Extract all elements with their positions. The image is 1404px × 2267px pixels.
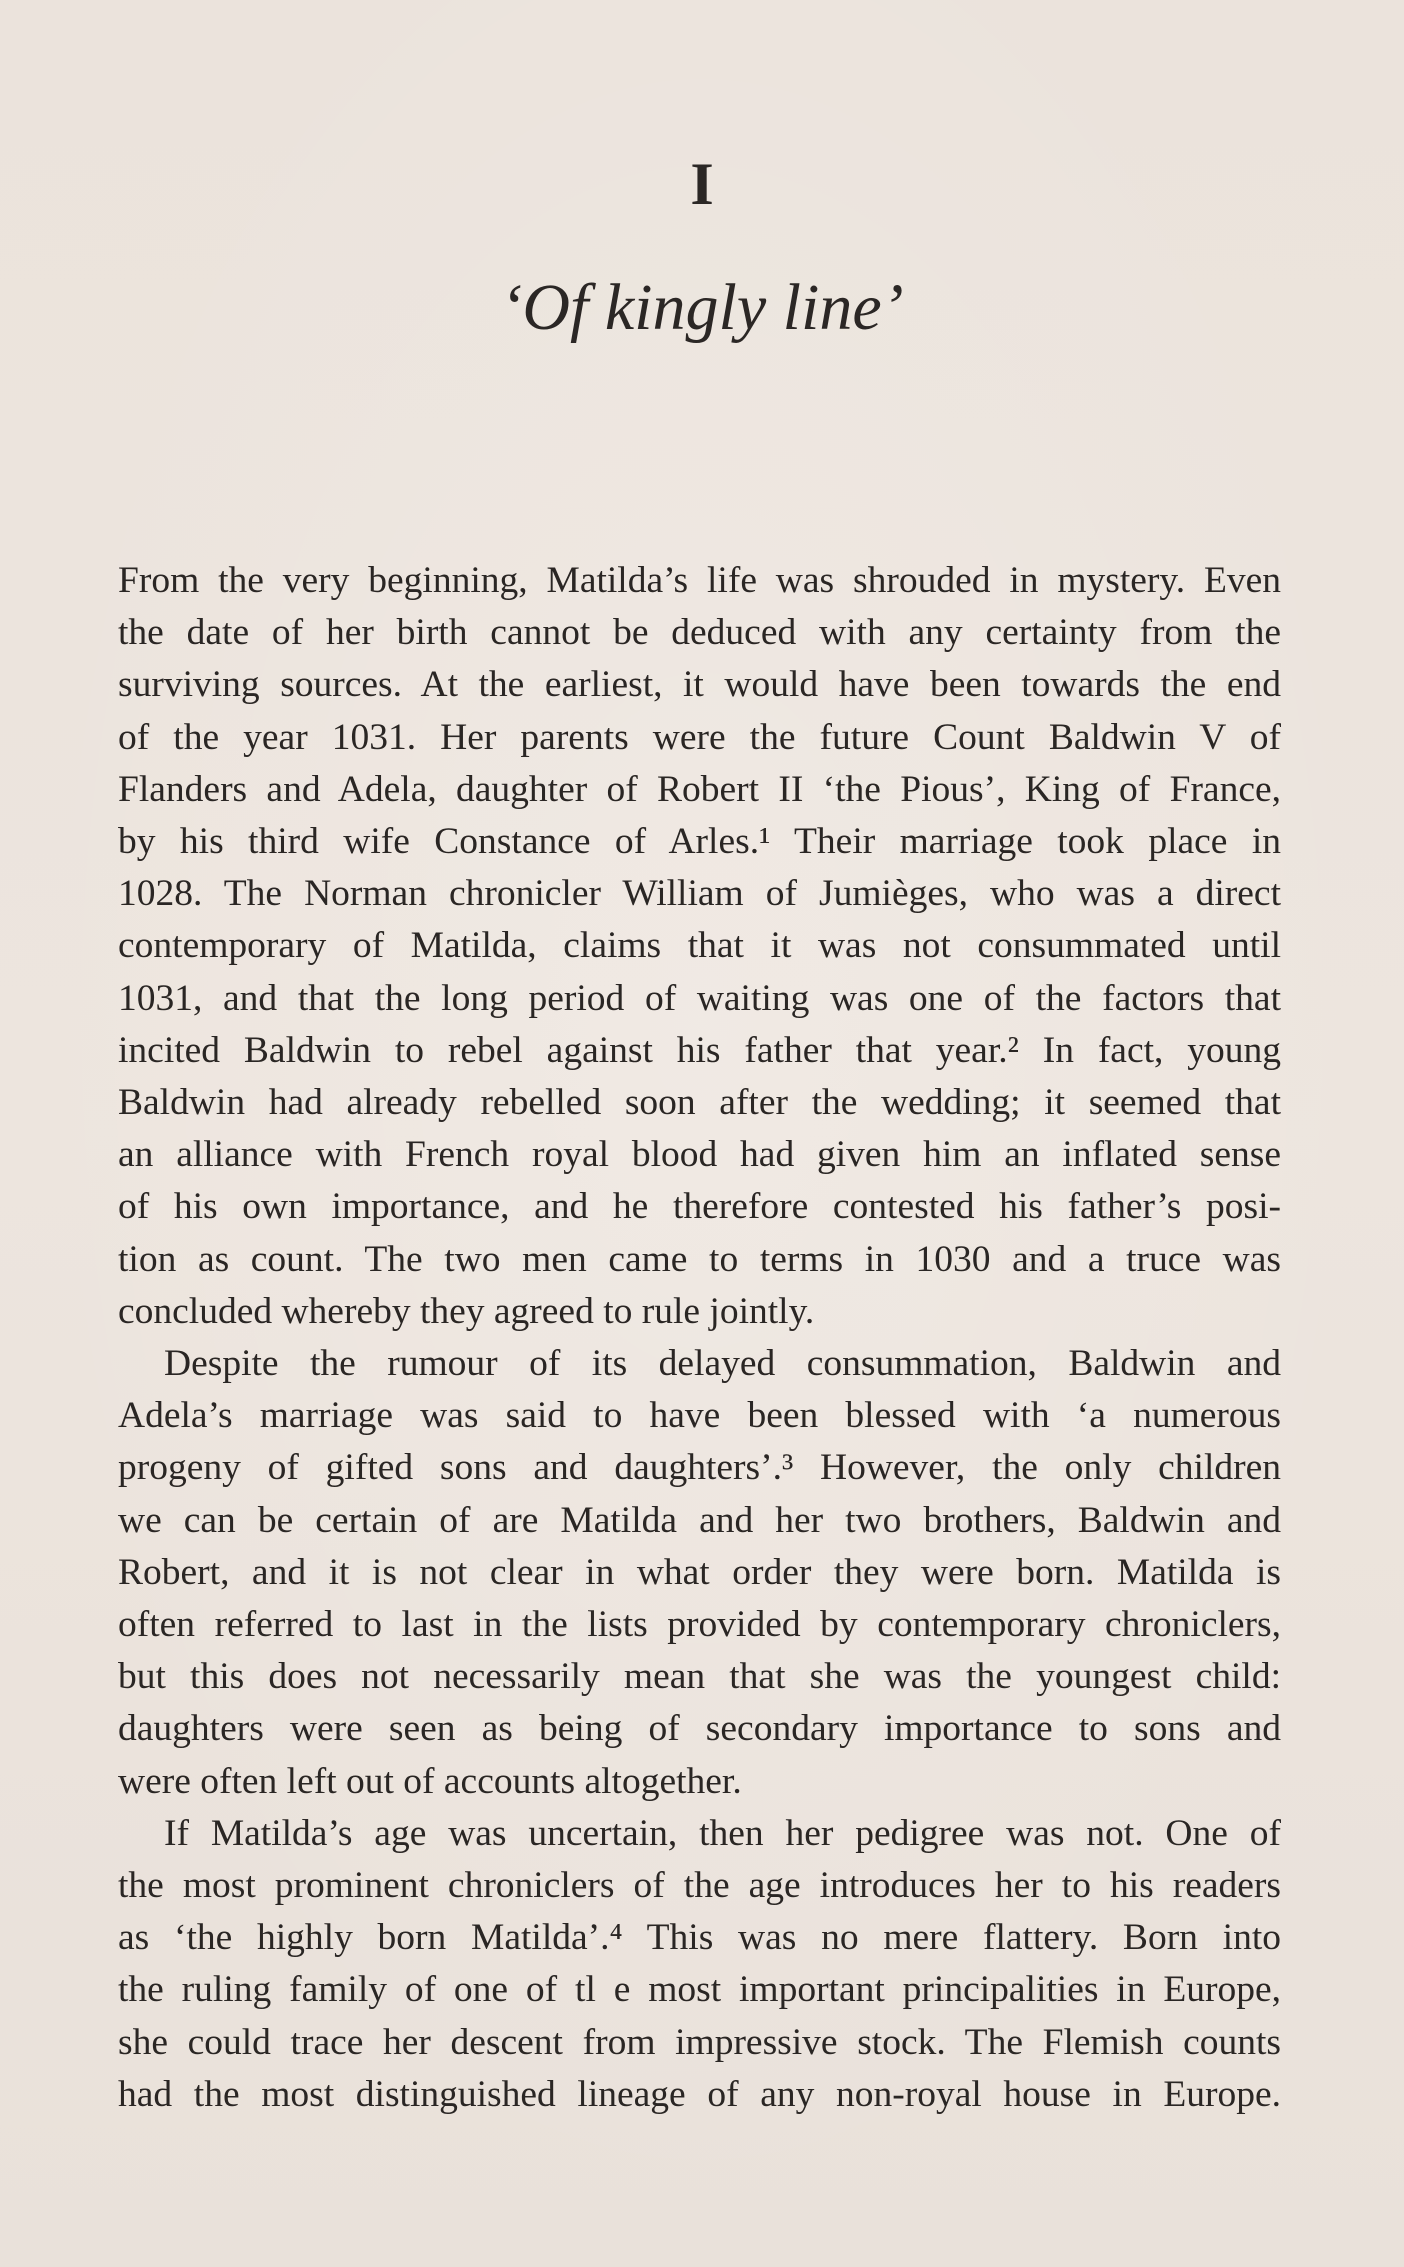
text-line: we can be certain of are Matilda and her two brothers, Baldwin and	[118, 1499, 1281, 1541]
text-line: incited Baldwin to rebel against his father that year.² In fact, young	[118, 1029, 1281, 1071]
text-line: progeny of gifted sons and daughters’.³ However, the only children	[118, 1447, 1281, 1489]
paragraph-2	[118, 1338, 1281, 1808]
text-line: of the year 1031. Her parents were the future Count Baldwin V of	[118, 716, 1281, 758]
text-line: of his own importance, and he therefore contested his father’s posi-	[118, 1186, 1281, 1228]
text-line: If Matilda’s age was uncertain, then her pedigree was not. One of	[164, 1812, 1281, 1854]
text-line: Baldwin had already rebelled soon after the wedding; it seemed that	[118, 1082, 1281, 1124]
text-line: 1028. The Norman chronicler William of Jumièges, who was a direct	[118, 873, 1281, 915]
text-line: but this does not necessarily mean that she was the youngest child:	[118, 1656, 1281, 1698]
text-line: the most prominent chroniclers of the age introduces her to his readers	[118, 1865, 1281, 1907]
text-line: had the most distinguished lineage of any non-royal house in Europe.	[118, 2073, 1281, 2115]
text-line: tion as count. The two men came to terms in 1030 and a truce was	[118, 1238, 1281, 1280]
chapter-title: ‘Of kingly line’	[500, 271, 904, 344]
text-line: often referred to last in the lists provided by contemporary chroniclers,	[118, 1604, 1281, 1646]
text-line: the ruling family of one of tl e most important principalities in Europe,	[118, 1969, 1281, 2011]
text-line: Adela’s marriage was said to have been blessed with ‘a numerous	[118, 1395, 1281, 1437]
text-line: by his third wife Constance of Arles.¹ Their marriage took place in	[118, 821, 1281, 863]
text-line: the date of her birth cannot be deduced with any certainty from the	[118, 612, 1281, 654]
text-line: an alliance with French royal blood had given him an inflated sense	[118, 1134, 1281, 1176]
paragraph-1	[118, 555, 1281, 1338]
text-line: 1031, and that the long period of waiting was one of the factors that	[118, 977, 1281, 1019]
chapter-number: I	[690, 151, 714, 217]
text-line: Flanders and Adela, daughter of Robert II ‘the Pious’, King of France,	[118, 768, 1281, 810]
text-line: she could trace her descent from impressive stock. The Flemish counts	[118, 2021, 1281, 2063]
text-line: From the very beginning, Matilda’s life was shrouded in mystery. Even	[118, 560, 1281, 601]
text-line: as ‘the highly born Matilda’.⁴ This was no mere flattery. Born into	[118, 1917, 1281, 1959]
text-line: contemporary of Matilda, claims that it was not consummated until	[118, 925, 1281, 967]
text-line: Despite the rumour of its delayed consummation, Baldwin and	[164, 1343, 1281, 1385]
text-line: Robert, and it is not clear in what order they were born. Matilda is	[118, 1551, 1281, 1593]
text-line: surviving sources. At the earliest, it would have been towards the end	[118, 664, 1281, 706]
text-line: daughters were seen as being of secondary importance to sons and	[118, 1708, 1281, 1750]
paragraph-3	[118, 1808, 1281, 2121]
text-line: concluded whereby they agreed to rule jointly.	[118, 1290, 815, 1332]
text-line: were often left out of accounts altogether.	[118, 1760, 742, 1802]
body-text	[118, 555, 1281, 2121]
